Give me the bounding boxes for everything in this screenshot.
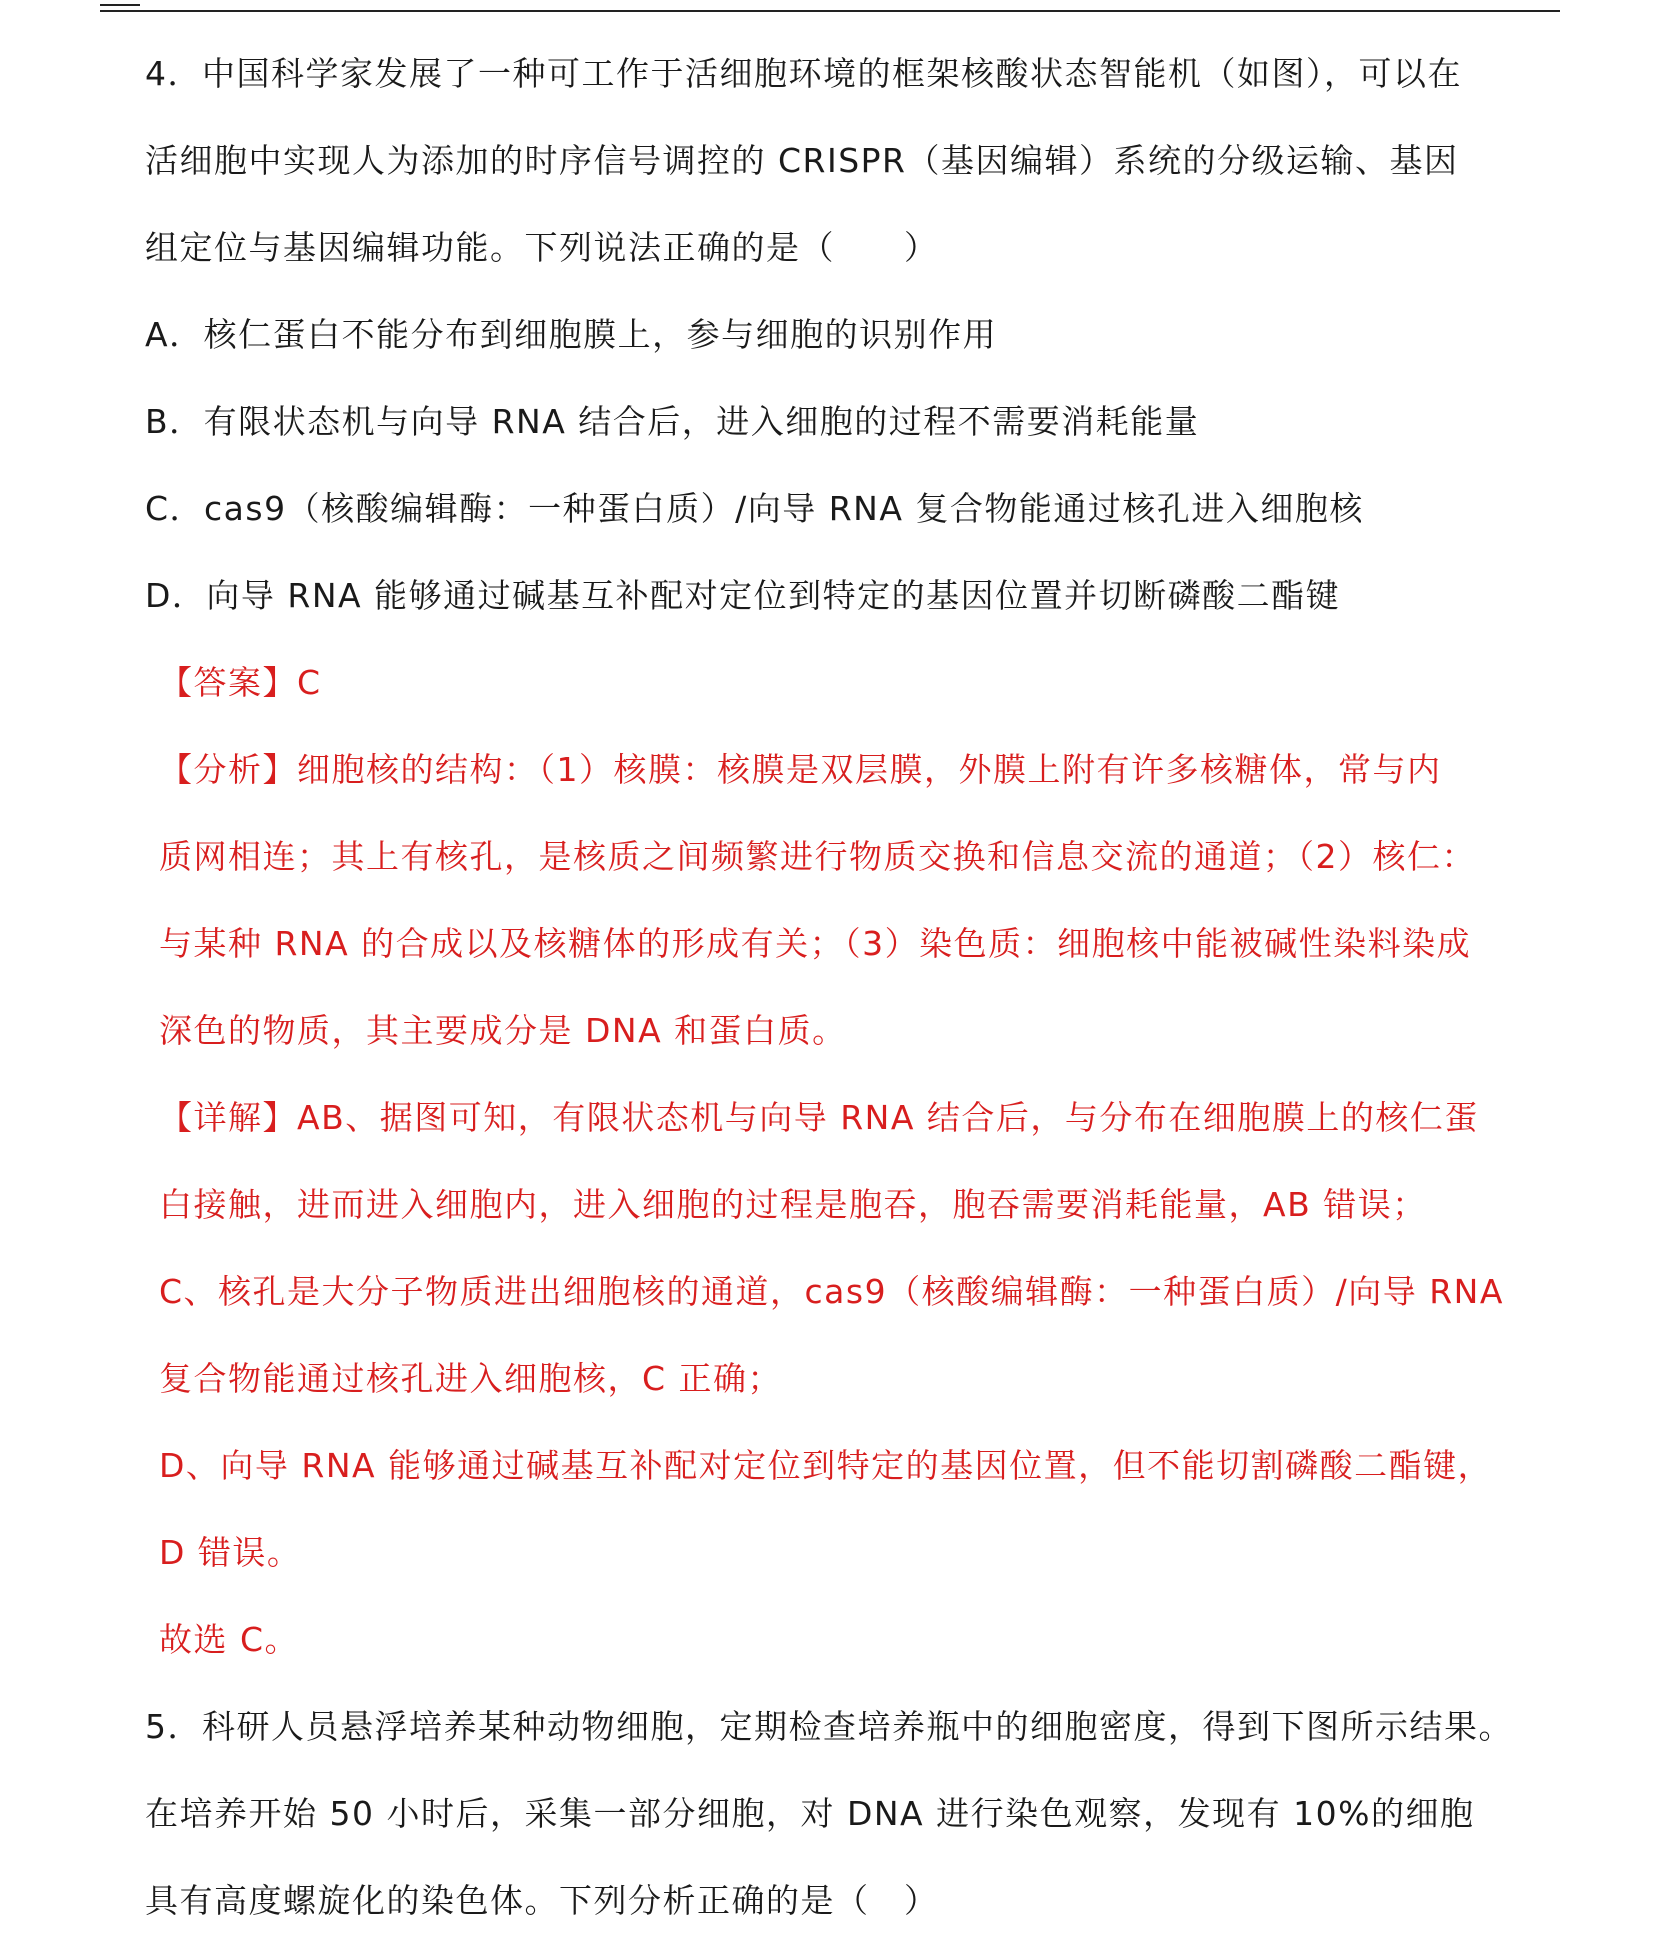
q5-stem-line-1: 5．科研人员悬浮培养某种动物细胞，定期检查培养瓶中的细胞密度，得到下图所示结果。 — [145, 1707, 1513, 1746]
answer-tag: 【答案】 — [159, 663, 297, 702]
q4-answer — [145, 639, 1565, 726]
q4-detail-line-4: 复合物能通过核孔进入细胞核，C 正确； — [159, 1359, 783, 1398]
q4-stem-line-1: 4．中国科学家发展了一种可工作于活细胞环境的框架核酸状态智能机（如图），可以在 — [145, 54, 1462, 93]
q4-stem-line-3: 组定位与基因编辑功能。下列说法正确的是（ ） — [145, 228, 939, 267]
header-rule — [100, 10, 1560, 12]
q4-detail-line-2: 白接触，进而进入细胞内，进入细胞的过程是胞吞，胞吞需要消耗能量，AB 错误； — [159, 1185, 1427, 1224]
q4-detail-line-5: D、向导 RNA 能够通过碱基互补配对定位到特定的基因位置，但不能切割磷酸二酯键， — [159, 1446, 1493, 1485]
q4-option-c: C．cas9（核酸编辑酶：一种蛋白质）/向导 RNA 复合物能通过核孔进入细胞核 — [145, 489, 1364, 528]
q4-detail-line-1 — [145, 1074, 1565, 1161]
q5-stem-line-2: 在培养开始 50 小时后，采集一部分细胞，对 DNA 进行染色观察，发现有 10%的细胞 — [145, 1794, 1475, 1833]
q4-detail-line-7: 故选 C。 — [159, 1620, 300, 1659]
q4-analysis-line-3: 与某种 RNA 的合成以及核糖体的形成有关；（3）染色质：细胞核中能被碱性染料染成 — [159, 924, 1472, 963]
q4-option-d: D．向导 RNA 能够通过碱基互补配对定位到特定的基因位置并切断磷酸二酯键 — [145, 576, 1341, 615]
q4-analysis-line-1 — [145, 726, 1565, 813]
detail-tag: 【详解】 — [159, 1098, 297, 1137]
question-5 — [145, 1683, 1565, 1944]
answer-value: C — [297, 663, 322, 702]
q4-analysis-line-4: 深色的物质，其主要成分是 DNA 和蛋白质。 — [159, 1011, 847, 1050]
analysis-tag: 【分析】 — [159, 750, 297, 789]
q4-stem-line-2: 活细胞中实现人为添加的时序信号调控的 CRISPR（基因编辑）系统的分级运输、基因 — [145, 141, 1459, 180]
q4-option-a: A．核仁蛋白不能分布到细胞膜上，参与细胞的识别作用 — [145, 315, 998, 354]
q5-stem-line-3: 具有高度螺旋化的染色体。下列分析正确的是（ ） — [145, 1881, 939, 1920]
detail-text: AB、据图可知，有限状态机与向导 RNA 结合后，与分布在细胞膜上的核仁蛋 — [297, 1098, 1479, 1137]
q4-option-b: B．有限状态机与向导 RNA 结合后，进入细胞的过程不需要消耗能量 — [145, 402, 1200, 441]
question-4 — [145, 30, 1565, 1683]
q4-detail-line-6: D 错误。 — [159, 1533, 302, 1572]
document-body — [145, 30, 1565, 1944]
q4-analysis-line-2: 质网相连；其上有核孔，是核质之间频繁进行物质交换和信息交流的通道；（2）核仁： — [159, 837, 1476, 876]
q4-detail-line-3: C、核孔是大分子物质进出细胞核的通道，cas9（核酸编辑酶：一种蛋白质）/向导 RNA — [159, 1272, 1504, 1311]
analysis-text: 细胞核的结构：（1）核膜：核膜是双层膜，外膜上附有许多核糖体，常与内 — [297, 750, 1442, 789]
